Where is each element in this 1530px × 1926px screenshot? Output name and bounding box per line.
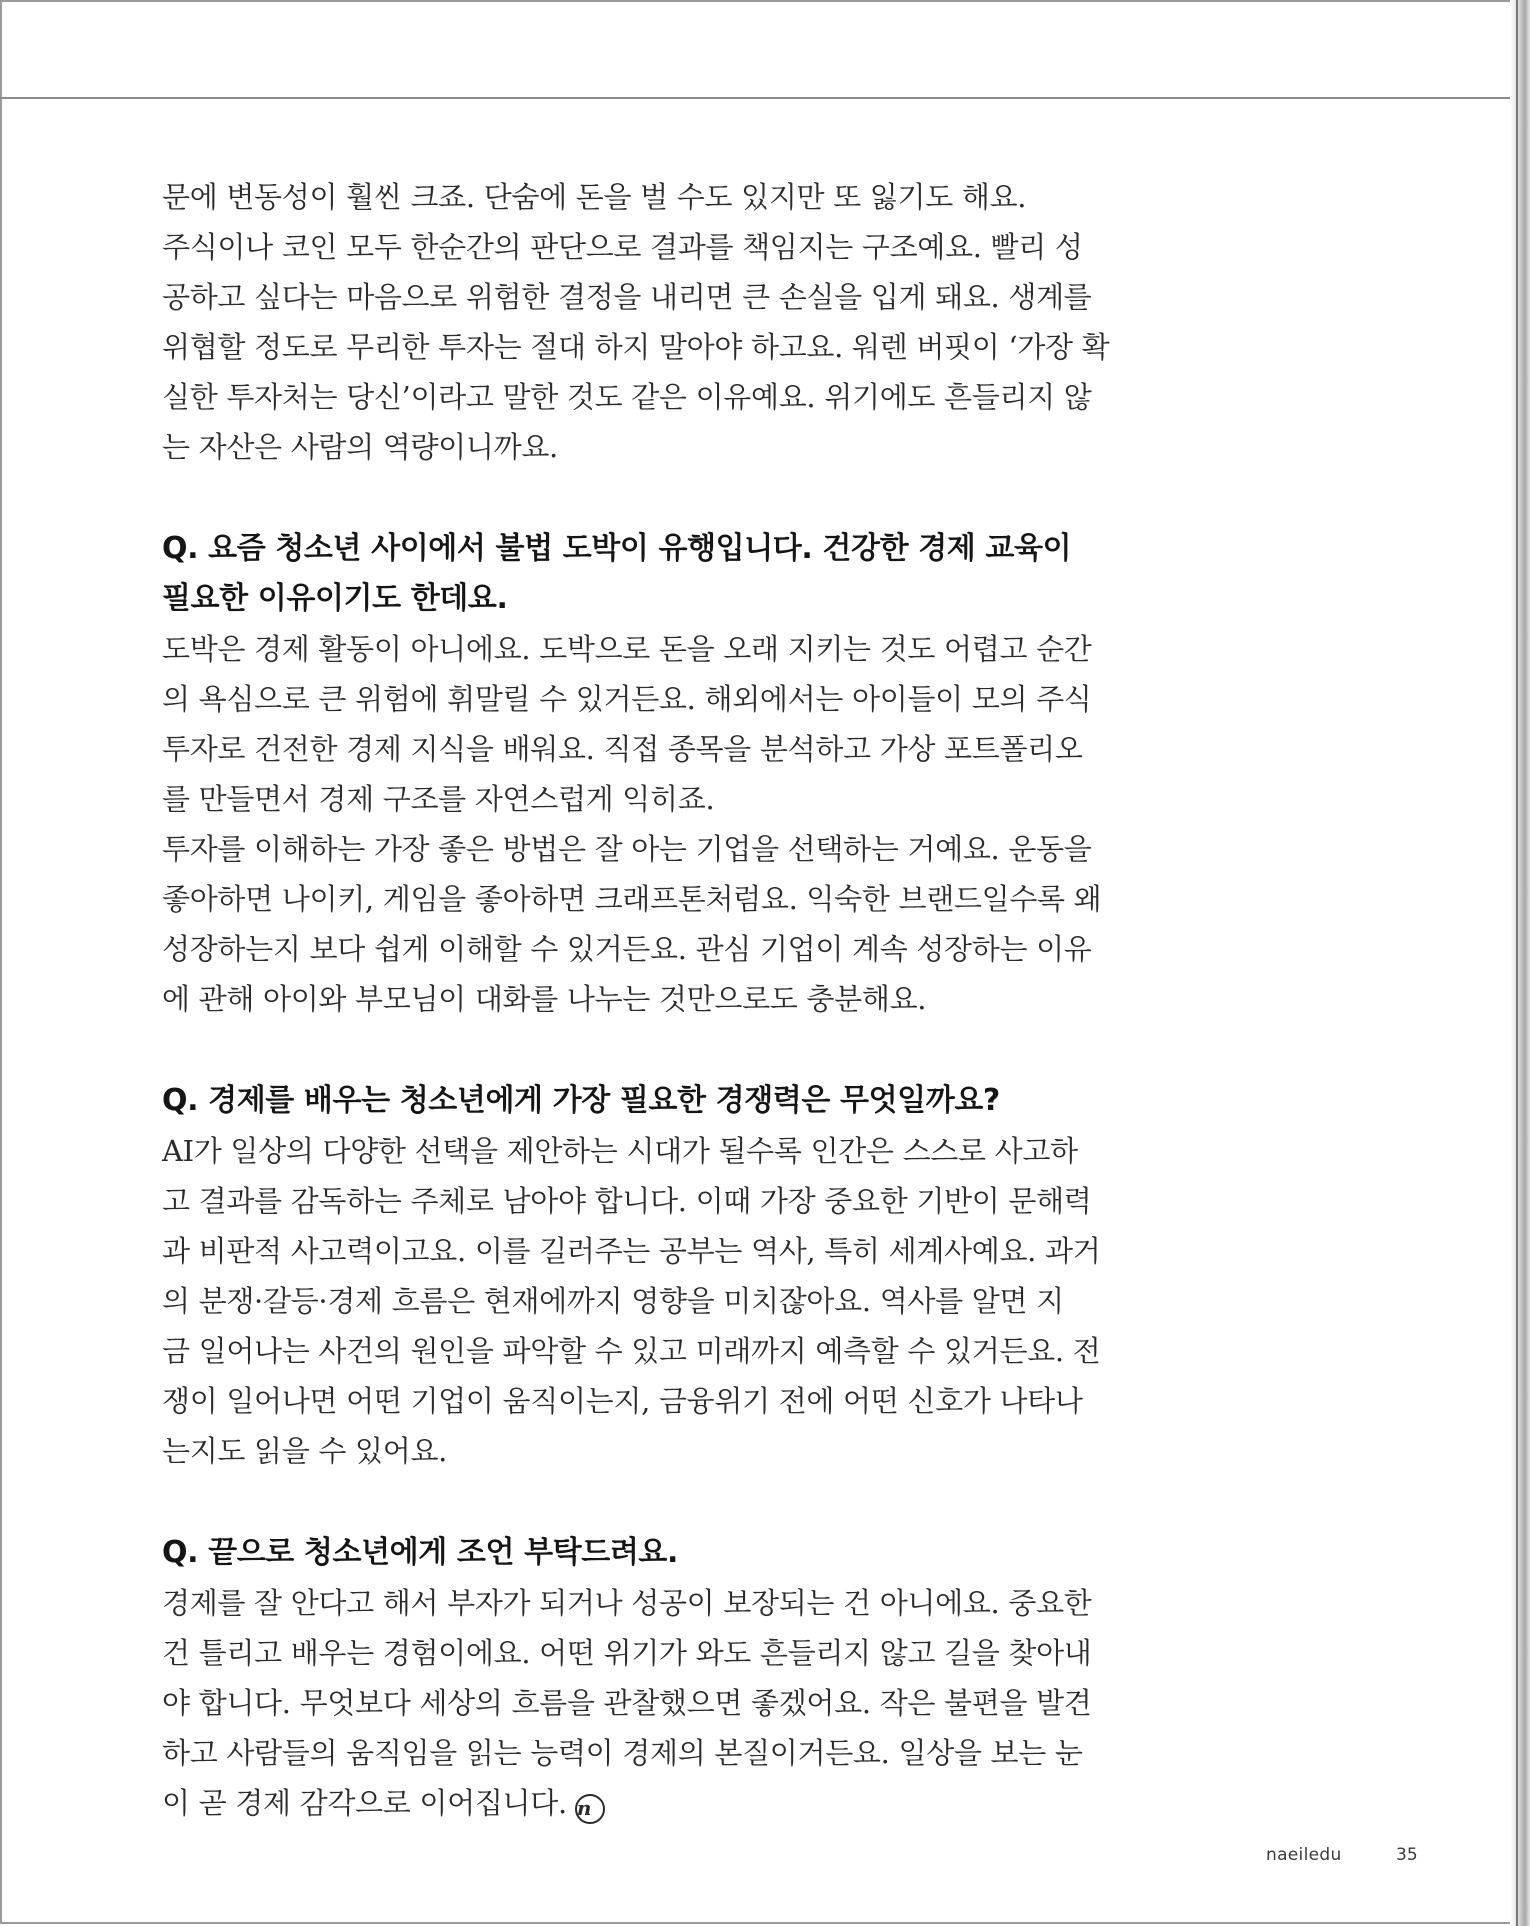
footer-brand: naeiledu (1266, 1845, 1342, 1865)
text-line: 를 만들면서 경제 구조를 자연스럽게 익히죠. (162, 782, 715, 816)
intro-paragraph-1 (162, 172, 1027, 222)
question-line: Q. 경제를 배우는 청소년에게 가장 필요한 경쟁력은 무엇일까요? (162, 1083, 1000, 1118)
text-line: 투자로 건전한 경제 지식을 배워요. 직접 종목을 분석하고 가상 포트폴리오 (162, 732, 1083, 766)
article-body (162, 172, 1110, 1828)
text-line: 주식이나 코인 모두 한순간의 판단으로 결과를 책임지는 구조예요. 빨리 성 (162, 230, 1083, 264)
text-line: 실한 투자처는 당신’이라고 말한 것도 같은 이유예요. 위기에도 흔들리지 않 (162, 380, 1092, 414)
intro-paragraph-2 (162, 222, 1110, 472)
text-line: 는지도 읽을 수 있어요. (162, 1434, 448, 1468)
answer-3 (162, 1578, 1092, 1828)
text-line: 문에 변동성이 훨씬 크죠. 단숨에 돈을 벌 수도 있지만 또 잃기도 해요. (162, 180, 1027, 214)
text-line: 에 관해 아이와 부모님이 대화를 나누는 것만으로도 충분해요. (162, 982, 927, 1016)
question-line: 필요한 이유이기도 한데요. (162, 581, 508, 616)
text-line: 쟁이 일어나면 어떤 기업이 움직이는지, 금융위기 전에 어떤 신호가 나타나 (162, 1384, 1083, 1418)
text-line: 성장하는지 보다 쉽게 이해할 수 있거든요. 관심 기업이 계속 성장하는 이유 (162, 932, 1092, 966)
text-line: 는 자산은 사람의 역량이니까요. (162, 430, 558, 464)
text-line: 의 욕심으로 큰 위험에 휘말릴 수 있거든요. 해외에서는 아이들이 모의 주식 (162, 682, 1092, 716)
text-line: 공하고 싶다는 마음으로 위험한 결정을 내리면 큰 손실을 입게 돼요. 생계를 (162, 280, 1092, 314)
text-line: 과 비판적 사고력이고요. 이를 길러주는 공부는 역사, 특히 세계사예요. 과거 (162, 1234, 1101, 1268)
page-number: 35 (1396, 1845, 1418, 1865)
text-line: 도박은 경제 활동이 아니에요. 도박으로 돈을 오래 지키는 것도 어렵고 순간 (162, 632, 1092, 666)
text-line: 의 분쟁·갈등·경제 흐름은 현재에까지 영향을 미치잖아요. 역사를 알면 지 (162, 1284, 1064, 1318)
question-line: Q. 끝으로 청소년에게 조언 부탁드려요. (162, 1535, 678, 1570)
answer-1-paragraph-1 (162, 624, 1092, 824)
text-line: 하고 사람들의 움직임을 읽는 능력이 경제의 본질이거든요. 일상을 보는 눈 (162, 1736, 1083, 1770)
text-line: 위협할 정도로 무리한 투자는 절대 하지 말아야 하고요. 워렌 버핏이 ‘가장 확 (162, 330, 1110, 364)
text-line-content: 이 곧 경제 감각으로 이어집니다. (162, 1786, 567, 1820)
page-edge-line (1516, 0, 1518, 1926)
text-line: 투자를 이해하는 가장 좋은 방법은 잘 아는 기업을 선택하는 거예요. 운동을 (162, 832, 1092, 866)
page-edge (1510, 0, 1530, 1926)
answer-2 (162, 1126, 1101, 1476)
text-line: 경제를 잘 안다고 해서 부자가 되거나 성공이 보장되는 건 아니에요. 중요한 (162, 1586, 1092, 1620)
question-1 (162, 524, 1072, 624)
question-line: Q. 요즘 청소년 사이에서 불법 도박이 유행입니다. 건강한 경제 교육이 (162, 531, 1072, 566)
text-line: 좋아하면 나이키, 게임을 좋아하면 크래프톤처럼요. 익숙한 브랜드일수록 왜 (162, 882, 1102, 916)
text-line: 금 일어나는 사건의 원인을 파악할 수 있고 미래까지 예측할 수 있거든요. 전 (162, 1334, 1101, 1368)
text-line: AI가 일상의 다양한 선택을 제안하는 시대가 될수록 인간은 스스로 사고하 (162, 1134, 1078, 1168)
end-mark-icon: n (575, 1794, 605, 1824)
text-line: 건 틀리고 배우는 경험이에요. 어떤 위기가 와도 흔들리지 않고 길을 찾아내 (162, 1636, 1092, 1670)
question-2 (162, 1076, 1020, 1126)
header-rule (0, 97, 1512, 99)
text-line: 야 합니다. 무엇보다 세상의 흐름을 관찰했으면 좋겠어요. 작은 불편을 발견 (162, 1686, 1092, 1720)
question-3 (162, 1528, 1020, 1578)
text-line: 고 결과를 감독하는 주체로 남아야 합니다. 이때 가장 중요한 기반이 문해력 (162, 1184, 1092, 1218)
text-line (162, 1778, 1020, 1828)
answer-1-paragraph-2 (162, 824, 1102, 1024)
